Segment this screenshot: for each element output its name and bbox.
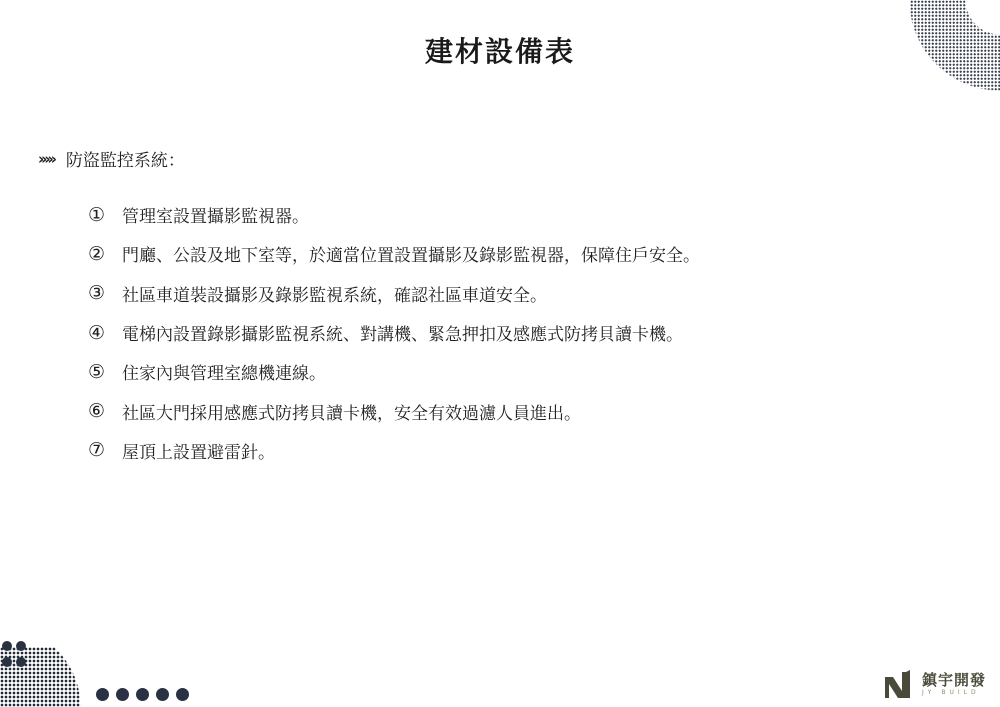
section-heading: 防盜監控系統： [65, 151, 185, 171]
item-number: ⑦ [88, 439, 106, 462]
chevron-right-icon: ››››› [38, 149, 54, 168]
list-item [88, 431, 700, 470]
decorative-dot-field-bottom-left [0, 647, 82, 707]
item-number: ② [88, 242, 106, 265]
item-text: 社區大門採用感應式防拷貝讀卡機，安全有效過濾人員進出。 [122, 403, 581, 424]
item-text: 電梯內設置錄影攝影監視系統、對講機、緊急押扣及感應式防拷貝讀卡機。 [122, 325, 683, 346]
company-logo [884, 669, 986, 699]
section-heading-row [38, 146, 185, 171]
list-item [88, 352, 700, 391]
item-text: 屋頂上設置避雷針。 [122, 442, 275, 463]
item-number: ① [88, 203, 106, 226]
item-text: 住家內與管理室總機連線。 [122, 364, 326, 385]
item-text: 社區車道裝設攝影及錄影監視系統，確認社區車道安全。 [122, 285, 547, 306]
list-item [88, 195, 700, 234]
logo-subtitle: JY BUILD [921, 689, 980, 696]
item-number: ③ [88, 282, 106, 305]
list-item [88, 391, 700, 430]
list-item [88, 274, 700, 313]
page-title: 建材設備表 [424, 35, 575, 68]
logo-name: 鎮宇開發 [921, 671, 986, 689]
list-item [88, 313, 700, 352]
feature-list [88, 195, 700, 470]
item-text: 管理室設置攝影監視器。 [122, 207, 309, 228]
item-text: 門廳、公設及地下室等，於適當位置設置攝影及錄影監視器，保障住戶安全。 [122, 246, 700, 267]
item-number: ④ [88, 321, 106, 344]
item-number: ⑤ [88, 360, 106, 383]
jy-build-logo-icon [884, 669, 914, 699]
list-item [88, 234, 700, 273]
decorative-dot-row [96, 688, 189, 701]
item-number: ⑥ [88, 400, 106, 423]
